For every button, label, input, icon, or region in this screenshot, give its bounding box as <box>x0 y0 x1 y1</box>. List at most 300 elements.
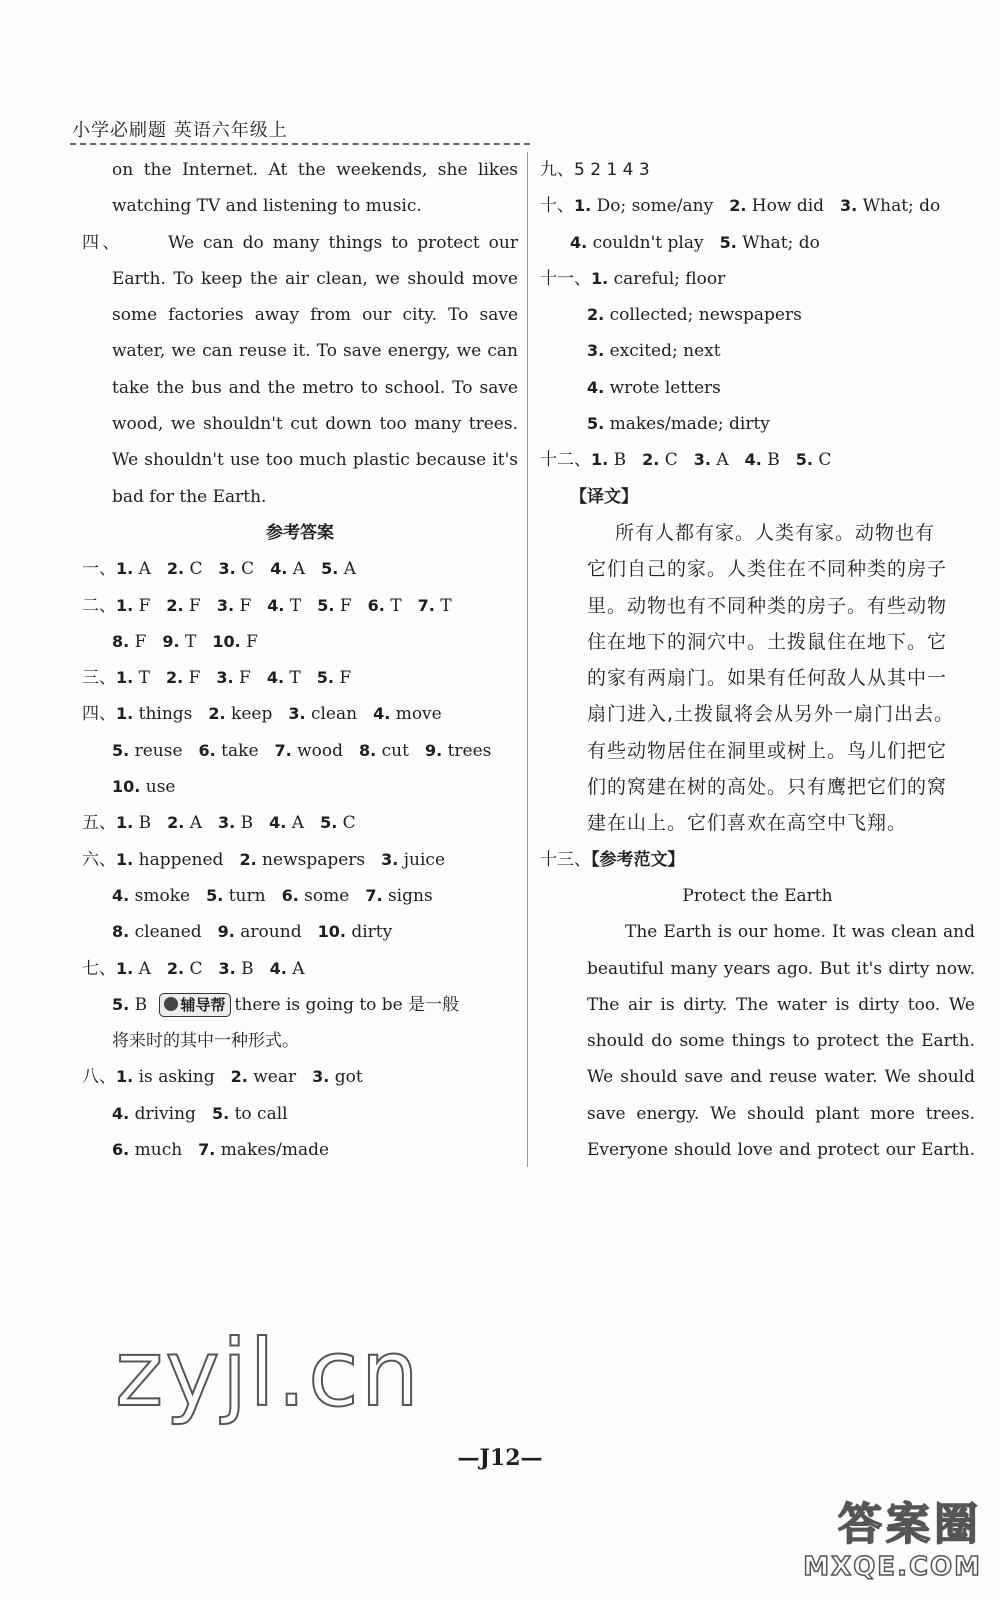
answer-item <box>162 624 196 660</box>
answer-item <box>219 551 255 587</box>
text-line: bad for the Earth. <box>112 486 267 507</box>
item-number: 6. <box>198 740 216 760</box>
item-answer: F <box>240 631 258 652</box>
answer-row <box>82 660 518 696</box>
item-answer: wear <box>247 1067 297 1088</box>
text-line: 它们自己的家。人类住在不同种类的房子 <box>587 558 948 581</box>
answer-item <box>587 297 802 333</box>
item-answer: B <box>235 813 254 834</box>
item-answer: clean <box>305 704 358 725</box>
answer-row <box>540 188 975 224</box>
answer-item <box>116 660 150 696</box>
text-line: 有些动物居住在洞里或树上。鸟儿们把它 <box>587 739 948 762</box>
item-answer: C <box>184 958 203 979</box>
item-answer: take <box>215 740 259 761</box>
item-answer: to call <box>229 1103 288 1124</box>
answer-row <box>82 551 518 587</box>
answer-row <box>540 442 975 478</box>
item-number: 5. <box>317 595 335 615</box>
answer-item <box>269 805 304 841</box>
answer-item <box>112 733 183 769</box>
text-line: 里。动物也有不同种类的房子。有些动物 <box>587 594 948 617</box>
item-number: 3. <box>218 559 236 579</box>
item-answer: F <box>233 668 251 689</box>
item-number: 4. <box>267 595 285 615</box>
answer-item <box>116 696 192 732</box>
answer-row <box>82 805 518 841</box>
answer-item <box>320 805 356 841</box>
item-number: 1. <box>116 813 134 833</box>
item-number: 3. <box>216 595 235 615</box>
answer-row <box>82 696 518 732</box>
item-number: 10. <box>212 631 241 651</box>
answer-item <box>270 551 305 587</box>
answer-row <box>82 1096 518 1132</box>
answer-item <box>270 951 305 987</box>
item-answer: A <box>184 813 203 834</box>
item-number: 4. <box>373 704 391 724</box>
header-divider <box>70 143 530 145</box>
item-number: 4. <box>112 1103 130 1123</box>
text-line: We shouldn't use too much plastic because it's <box>112 450 518 471</box>
answer-item <box>373 696 442 732</box>
item-number: 3. <box>216 668 234 688</box>
answer-item <box>368 588 402 624</box>
answer-item <box>218 805 253 841</box>
translation-body <box>540 515 975 842</box>
section-label: 三、 <box>82 668 116 689</box>
answer-row <box>82 1059 518 1095</box>
item-number: 5. <box>320 813 338 833</box>
answer-row <box>82 951 518 987</box>
item-number: 1. <box>116 1067 134 1087</box>
item-answer: T <box>434 595 452 616</box>
item-number: 6. <box>112 1140 130 1160</box>
answer-item <box>720 225 820 261</box>
answer-row <box>540 225 975 261</box>
text-run: We can do many things to protect our <box>167 232 518 253</box>
answer-item <box>239 842 365 878</box>
section-label: 四、 <box>82 704 116 725</box>
item-number: 9. <box>162 631 180 651</box>
answer-item <box>365 878 432 914</box>
item-number: 3. <box>288 704 306 724</box>
answer-item <box>317 660 351 696</box>
item-number: 5. <box>795 450 814 470</box>
answer-item <box>591 442 626 478</box>
answer-item <box>840 188 940 224</box>
corner-logo <box>803 1488 982 1582</box>
column-divider <box>527 152 528 1167</box>
item-answer: keep <box>225 704 273 725</box>
item-answer: How did <box>746 196 825 217</box>
answer-item <box>587 406 770 442</box>
item-answer: turn <box>223 885 266 906</box>
answer-row <box>82 733 518 769</box>
item-answer: B <box>608 450 627 471</box>
item-number: 3. <box>381 849 399 869</box>
item-answer: makes/made; dirty <box>604 414 770 435</box>
item-number: 1. <box>116 559 134 579</box>
item-number: 4. <box>266 668 285 688</box>
item-number: 4. <box>269 958 287 978</box>
section-label: 四、 <box>82 232 124 253</box>
item-number: 5. <box>112 740 130 760</box>
answer-item <box>694 442 729 478</box>
item-number: 6. <box>367 595 385 615</box>
answer-row <box>540 261 975 297</box>
item-number: 2. <box>239 849 257 869</box>
answer-item <box>318 914 393 950</box>
answer-item <box>288 696 357 732</box>
item-answer: wood <box>291 740 344 761</box>
section-label: 八、 <box>82 1067 116 1088</box>
item-number: 5. <box>211 1103 230 1123</box>
item-number: 1. <box>591 450 609 470</box>
item-answer: trees <box>442 740 492 761</box>
answer-row <box>82 987 518 1023</box>
text-line: 扇门进入,土拨鼠将会从另外一扇门出去。 <box>587 703 955 726</box>
item-number: 8. <box>112 631 130 651</box>
hint-badge <box>159 993 231 1017</box>
answer-item <box>275 733 344 769</box>
text-line: 住在地下的洞穴中。土拨鼠住在地下。它 <box>587 630 948 653</box>
item-answer: use <box>140 777 176 798</box>
section-label: 一、 <box>82 559 116 580</box>
item-number: 2. <box>166 958 185 978</box>
item-answer: F <box>334 668 352 689</box>
section-label: 五、 <box>82 813 116 834</box>
item-number: 8. <box>112 922 130 942</box>
item-number: 3. <box>587 341 605 361</box>
section-label: 二、 <box>82 595 116 616</box>
answer-item <box>216 660 250 696</box>
answer-row <box>540 333 975 369</box>
text-line: 的家有两扇门。如果有任何敌人从其中一 <box>587 667 948 690</box>
answer-row <box>540 152 975 188</box>
item-answer: newspapers <box>256 849 366 870</box>
answer-row <box>540 297 975 333</box>
answer-item <box>112 624 146 660</box>
text-line: 建在山上。它们喜欢在高空中飞翔。 <box>587 812 908 835</box>
item-answer: T <box>133 668 150 689</box>
item-answer: A <box>133 958 151 979</box>
item-answer: juice <box>398 849 446 870</box>
item-answer: B <box>133 813 152 834</box>
item-number: 5. <box>587 414 605 434</box>
item-number: 1. <box>591 268 609 288</box>
text-line: save energy. We should plant more trees. <box>587 1103 975 1124</box>
item-answer: collected; newspapers <box>604 305 802 326</box>
text-line: The Earth is our home. It was clean and <box>625 922 975 943</box>
item-number: 3. <box>840 196 858 216</box>
item-number: 6. <box>281 885 299 905</box>
item-answer: A <box>710 450 729 471</box>
section-label: 十二、 <box>540 450 591 471</box>
item-answer: excited; next <box>604 341 721 362</box>
item-number: 9. <box>424 740 443 760</box>
item-answer: reuse <box>129 740 183 761</box>
answer-item <box>116 842 223 878</box>
answer-row <box>82 914 518 950</box>
text-line: Everyone should love and protect our Earth. <box>587 1140 975 1161</box>
item-number: 3. <box>218 958 236 978</box>
item-number: 1. <box>574 196 592 216</box>
item-answer: C <box>337 813 356 834</box>
item-number: 7. <box>417 595 435 615</box>
answer-item <box>166 588 200 624</box>
answer-item <box>167 951 203 987</box>
right-column <box>540 152 975 1168</box>
page-number: —J12— <box>457 1445 543 1471</box>
section-label: 十一、 <box>540 268 591 289</box>
item-number: 10. <box>317 922 346 942</box>
item-number: 2. <box>167 813 185 833</box>
item-answer: got <box>329 1067 363 1088</box>
answer-item <box>231 1059 297 1095</box>
item-answer: makes/made <box>215 1140 330 1161</box>
item-number: 2. <box>166 595 184 615</box>
item-answer: F <box>183 595 201 616</box>
answer-item <box>112 878 190 914</box>
item-answer: C <box>813 450 832 471</box>
hint-text: there is going to be 是一般 <box>234 994 460 1015</box>
item-answer: smoke <box>129 885 191 906</box>
answer-item <box>212 624 258 660</box>
item-number: 2. <box>166 559 185 579</box>
text-line <box>82 225 518 261</box>
answer-row <box>540 370 975 406</box>
answer-item <box>206 878 265 914</box>
section-label: 十、 <box>540 196 574 217</box>
item-answer: F <box>133 595 151 616</box>
item-answer: A <box>133 559 151 580</box>
answer-item <box>796 442 832 478</box>
answer-item <box>116 551 151 587</box>
answer-row <box>82 1132 518 1168</box>
item-answer: T <box>284 595 302 616</box>
item-number: 1. <box>116 595 134 615</box>
item-number: 1. <box>116 849 134 869</box>
item-number: 4. <box>270 559 288 579</box>
item-answer: T <box>179 631 197 652</box>
item-answer: things <box>133 704 193 725</box>
item-answer: F <box>129 631 147 652</box>
item-number: 5. <box>316 668 334 688</box>
item-answer: happened <box>133 849 224 870</box>
answer-row <box>82 588 518 624</box>
item-number: 3. <box>312 1067 330 1087</box>
item-number: 2. <box>230 1067 248 1087</box>
item-number: 5. <box>206 885 224 905</box>
answer-item <box>116 951 151 987</box>
item-number: 9. <box>217 922 235 942</box>
text-line: The air is dirty. The water is dirty too. We <box>587 994 975 1015</box>
item-answer: C <box>184 559 203 580</box>
item-answer: B <box>761 450 780 471</box>
item-answer: careful; floor <box>608 268 726 289</box>
item-answer: couldn't play <box>587 232 704 253</box>
item-number: 1. <box>116 704 134 724</box>
item-answer: F <box>183 668 201 689</box>
answer-row <box>82 842 518 878</box>
text-line: some factories away from our city. To save <box>112 305 518 326</box>
item-number: 5. <box>719 232 737 252</box>
item-answer: What; do <box>736 232 820 253</box>
item-answer: dirty <box>345 922 393 943</box>
answer-item <box>112 1096 196 1132</box>
item-answer: cleaned <box>129 922 202 943</box>
answer-item <box>745 442 780 478</box>
item-answer: C <box>235 559 255 580</box>
item-number: 2. <box>642 450 660 470</box>
text-line: We should save and reuse water. We should <box>587 1067 975 1088</box>
item-answer: Do; some/any <box>591 196 714 217</box>
essay-title: Protect the Earth <box>682 885 833 906</box>
section-label: 七、 <box>82 958 116 979</box>
corner-logo-domain: MXQE.COM <box>803 1552 982 1582</box>
item-answer: A <box>338 559 356 580</box>
answer-item <box>359 733 409 769</box>
item-number: 7. <box>198 1140 216 1160</box>
answer-item <box>116 1059 215 1095</box>
answer-item <box>729 188 824 224</box>
item-answer: much <box>129 1140 183 1161</box>
left-column <box>82 152 518 1168</box>
item-answer: signs <box>382 885 433 906</box>
answer-row <box>540 842 975 878</box>
item-answer: C <box>659 450 678 471</box>
item-number: 2. <box>587 305 605 325</box>
corner-logo-text: 答案圈 <box>838 1499 982 1550</box>
item-number: 4. <box>587 377 605 397</box>
item-answer: 5 2 1 4 3 <box>574 160 650 180</box>
item-answer: is asking <box>133 1067 215 1088</box>
item-answer: T <box>284 668 301 689</box>
answer-row <box>82 769 518 805</box>
item-answer: F <box>234 595 252 616</box>
item-number: 3. <box>218 813 236 833</box>
answer-row <box>540 406 975 442</box>
answer-item <box>112 1132 182 1168</box>
item-number: 1. <box>116 668 134 688</box>
item-number: 4. <box>269 813 287 833</box>
answer-item <box>317 588 351 624</box>
answer-item <box>587 333 721 369</box>
answer-item <box>312 1059 363 1095</box>
answer-item <box>116 805 151 841</box>
answer-item <box>219 951 254 987</box>
text-line: water, we can reuse it. To save energy, we can <box>112 341 518 362</box>
item-number: 3. <box>693 450 711 470</box>
answer-item <box>574 188 713 224</box>
text-line: on the Internet. At the weekends, she likes <box>112 160 518 180</box>
section-label: 十三、 <box>540 849 591 870</box>
text-line: take the bus and the metro to school. To save <box>112 377 518 398</box>
item-answer: What; do <box>857 196 941 217</box>
item-answer: A <box>286 813 305 834</box>
item-number: 8. <box>359 740 377 760</box>
text-line: wood, we shouldn't cut down too many trees. <box>112 414 518 435</box>
item-number: 4. <box>570 232 588 252</box>
item-number: 4. <box>112 885 130 905</box>
text-line: Earth. To keep the air clean, we should move <box>112 268 518 289</box>
answer-item <box>381 842 445 878</box>
item-answer: around <box>234 922 302 943</box>
item-answer: B <box>134 994 148 1015</box>
translation-tag: 【译文】 <box>570 486 638 507</box>
page-number-text: J12 <box>479 1445 521 1471</box>
text-line: 所有人都有家。人类有家。动物也有 <box>615 521 936 544</box>
watermark: zyjl.cn <box>115 1320 421 1427</box>
answer-item <box>217 588 251 624</box>
item-number: 1. <box>116 958 134 978</box>
item-answer: B <box>235 958 254 979</box>
section-label: 九、 <box>540 160 574 180</box>
item-answer: F <box>334 595 352 616</box>
answer-item <box>199 733 259 769</box>
answer-item <box>212 1096 288 1132</box>
item-answer: A <box>287 559 306 580</box>
text-line: 们的窝建在树的高处。只有鹰把它们的窝 <box>587 776 948 799</box>
item-answer: T <box>384 595 402 616</box>
item-answer: A <box>286 958 305 979</box>
answer-item <box>112 769 175 805</box>
answer-item <box>282 878 350 914</box>
item-number: 7. <box>365 885 383 905</box>
hint-text: 将来时的其中一种形式。 <box>112 1031 299 1052</box>
answers-title: 参考答案 <box>266 522 334 543</box>
answer-item <box>112 914 202 950</box>
essay-tag: 【参考范文】 <box>591 849 685 870</box>
item-answer: driving <box>129 1103 196 1124</box>
answer-row <box>82 878 518 914</box>
section-label: 六、 <box>82 849 116 870</box>
item-number: 2. <box>729 196 747 216</box>
answer-item <box>570 225 704 261</box>
answer-item <box>208 696 272 732</box>
item-answer: wrote letters <box>604 377 721 398</box>
item-number: 7. <box>274 740 292 760</box>
answer-item <box>267 660 301 696</box>
text-line: watching TV and listening to music. <box>112 196 422 217</box>
answer-item <box>321 551 356 587</box>
item-number: 5. <box>112 994 130 1014</box>
answer-item <box>425 733 491 769</box>
answer-item <box>116 588 150 624</box>
item-number: 2. <box>208 704 226 724</box>
answer-item <box>642 442 678 478</box>
item-answer: some <box>298 885 350 906</box>
answer-row <box>82 624 518 660</box>
answer-item <box>167 805 202 841</box>
item-number: 4. <box>744 450 762 470</box>
tutor-icon <box>164 997 178 1011</box>
answer-item <box>167 551 203 587</box>
item-number: 2. <box>165 668 184 688</box>
answer-item <box>591 261 725 297</box>
answer-item <box>418 588 452 624</box>
answer-item <box>587 370 721 406</box>
item-answer: move <box>390 704 442 725</box>
answer-item <box>218 914 302 950</box>
answer-item <box>166 660 200 696</box>
answer-item <box>198 1132 329 1168</box>
item-number: 5. <box>321 559 339 579</box>
hint-badge-label: 辅导帮 <box>180 995 226 1014</box>
text-line: should do some things to protect the Earth. <box>587 1031 975 1052</box>
item-number: 10. <box>112 777 141 797</box>
